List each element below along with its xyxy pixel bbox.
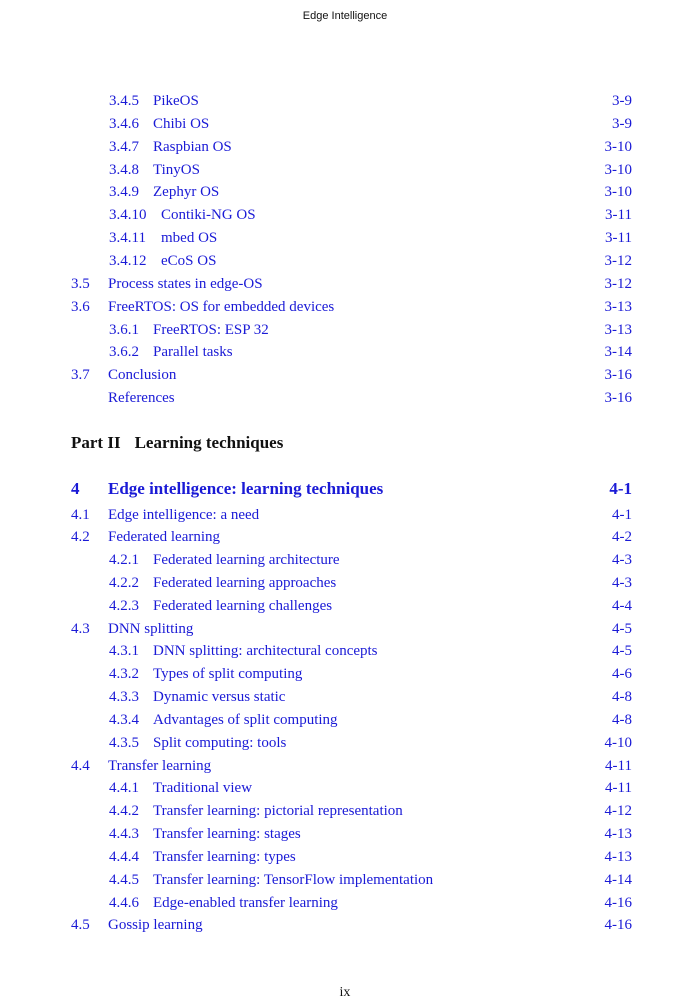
toc-line[interactable] [0, 251, 690, 271]
toc-title: Federated learning approaches [153, 575, 337, 591]
toc-title: Transfer learning [108, 758, 212, 774]
toc-title: DNN splitting: architectural concepts [153, 643, 378, 659]
chapter-heading[interactable] [0, 478, 690, 500]
toc-page: 4-5 [612, 643, 632, 659]
toc-line[interactable] [0, 527, 690, 547]
toc-line[interactable] [0, 641, 690, 661]
toc-number: 4.4.3 [109, 826, 139, 842]
toc-title: Edge intelligence: a need [108, 507, 260, 523]
toc-page: 4-3 [612, 575, 632, 591]
toc-number: 4.3.2 [109, 666, 139, 682]
toc-page: 4-11 [605, 780, 632, 796]
toc-number: 3.5 [71, 276, 90, 292]
toc-page: 3-16 [604, 390, 632, 406]
toc-title: Federated learning challenges [153, 598, 333, 614]
toc-number: 3.4.12 [109, 253, 147, 269]
toc-line[interactable] [0, 182, 690, 202]
toc-title: Edge-enabled transfer learning [153, 895, 338, 911]
toc-number: 4.3.1 [109, 643, 139, 659]
toc-line[interactable] [0, 870, 690, 890]
toc-page: 3-10 [604, 139, 632, 155]
part-label: Part II [71, 433, 121, 452]
toc-page: 4-8 [612, 712, 632, 728]
part-heading [71, 433, 283, 453]
toc-line[interactable] [0, 915, 690, 935]
toc-title: Zephyr OS [153, 184, 220, 200]
toc-title: Dynamic versus static [153, 689, 286, 705]
toc-number: 4.4 [71, 758, 90, 774]
toc-page: 4-16 [604, 917, 632, 933]
toc-page: 3-16 [604, 367, 632, 383]
toc-page: 4-13 [604, 849, 632, 865]
toc-title: TinyOS [153, 162, 200, 178]
toc-page: 4-6 [612, 666, 632, 682]
toc-page: 3-10 [604, 184, 632, 200]
toc-number: 4.3.3 [109, 689, 139, 705]
toc-title: Transfer learning: pictorial representation [153, 803, 403, 819]
toc-line[interactable] [0, 710, 690, 730]
toc-number: 4.3.5 [109, 735, 139, 751]
toc-number: 4.2 [71, 529, 90, 545]
toc-title: Chibi OS [153, 116, 210, 132]
toc-number: 4.3 [71, 621, 90, 637]
toc-title: Conclusion [108, 367, 177, 383]
toc-page: 4-12 [604, 803, 632, 819]
toc-page: 4-10 [604, 735, 632, 751]
page-number: ix [339, 985, 351, 1000]
toc-number: 3.7 [71, 367, 90, 383]
chapter-title: Edge intelligence: learning techniques [108, 479, 384, 498]
toc-title: Federated learning architecture [153, 552, 340, 568]
toc-number: 4.5 [71, 917, 90, 933]
toc-number: 4.3.4 [109, 712, 139, 728]
toc-title: References [108, 390, 175, 406]
toc-page: 4-14 [604, 872, 632, 888]
toc-line[interactable] [0, 619, 690, 639]
toc-title: eCoS OS [161, 253, 217, 269]
toc-line[interactable] [0, 778, 690, 798]
toc-title: Contiki-NG OS [161, 207, 256, 223]
toc-title: Raspbian OS [153, 139, 232, 155]
toc-title: Traditional view [153, 780, 253, 796]
toc-line[interactable] [0, 550, 690, 570]
toc-number: 4.4.1 [109, 780, 139, 796]
toc-line[interactable] [0, 160, 690, 180]
toc-title: Advantages of split computing [153, 712, 338, 728]
toc-title: Federated learning [108, 529, 221, 545]
toc-title: DNN splitting [108, 621, 194, 637]
toc-page: 3-11 [605, 207, 632, 223]
toc-number: 3.4.7 [109, 139, 139, 155]
toc-number: 4.4.5 [109, 872, 139, 888]
toc-line[interactable] [0, 733, 690, 753]
toc-page: 3-12 [604, 276, 632, 292]
toc-title: Gossip learning [108, 917, 203, 933]
toc-page: 4-8 [612, 689, 632, 705]
toc-line[interactable] [0, 801, 690, 821]
toc-page: 3-13 [604, 322, 632, 338]
toc-number: 4.2.1 [109, 552, 139, 568]
toc-page: 3-14 [604, 344, 632, 360]
toc-number: 3.4.5 [109, 93, 139, 109]
toc-page: 3-9 [612, 116, 632, 132]
toc-title: Transfer learning: TensorFlow implementation [153, 872, 434, 888]
toc-title: Transfer learning: types [153, 849, 296, 865]
toc-line[interactable] [0, 205, 690, 225]
toc-page: 4-16 [604, 895, 632, 911]
toc-line[interactable] [0, 893, 690, 913]
toc-page: 4-13 [604, 826, 632, 842]
toc-page: 4-5 [612, 621, 632, 637]
toc-title: mbed OS [161, 230, 218, 246]
toc-number: 3.6.1 [109, 322, 139, 338]
toc-page: 3-10 [604, 162, 632, 178]
toc-title: FreeRTOS: OS for embedded devices [108, 299, 335, 315]
toc-number: 3.4.6 [109, 116, 139, 132]
chapter-page: 4-1 [609, 479, 632, 498]
toc-title: Types of split computing [153, 666, 303, 682]
toc-number: 4.4.2 [109, 803, 139, 819]
toc-line[interactable] [0, 91, 690, 111]
toc-number: 4.4.6 [109, 895, 139, 911]
toc-number: 3.6.2 [109, 344, 139, 360]
toc-line[interactable] [0, 847, 690, 867]
toc-line[interactable] [0, 664, 690, 684]
toc-number: 3.4.8 [109, 162, 139, 178]
toc-line[interactable] [0, 274, 690, 294]
toc-title: Process states in edge-OS [108, 276, 263, 292]
toc-number: 3.4.9 [109, 184, 139, 200]
toc-line[interactable] [0, 137, 690, 157]
toc-page: 4-1 [612, 507, 632, 523]
toc-number: 4.2.2 [109, 575, 139, 591]
toc-number: 4.4.4 [109, 849, 139, 865]
toc-line[interactable] [0, 687, 690, 707]
toc-title: FreeRTOS: ESP 32 [153, 322, 269, 338]
toc-page: 4-2 [612, 529, 632, 545]
chapter-number: 4 [71, 479, 80, 498]
toc-line[interactable] [0, 573, 690, 593]
toc-title: PikeOS [153, 93, 199, 109]
toc-number: 3.4.10 [109, 207, 147, 223]
toc-title: Split computing: tools [153, 735, 287, 751]
toc-page: 3-13 [604, 299, 632, 315]
toc-page: 4-11 [605, 758, 632, 774]
toc-line[interactable] [0, 342, 690, 362]
toc-line[interactable] [0, 365, 690, 385]
toc-number: 4.1 [71, 507, 90, 523]
toc-number: 4.2.3 [109, 598, 139, 614]
toc-number: 3.4.11 [109, 230, 146, 246]
toc-title: Transfer learning: stages [153, 826, 301, 842]
part-title: Learning techniques [134, 433, 284, 452]
toc-line[interactable] [0, 596, 690, 616]
toc-page: 4-4 [612, 598, 632, 614]
toc-line[interactable] [0, 297, 690, 317]
toc-line[interactable] [0, 388, 690, 408]
toc-title: Parallel tasks [153, 344, 233, 360]
toc-line[interactable] [0, 505, 690, 525]
toc-line[interactable] [0, 228, 690, 248]
toc-line[interactable] [0, 756, 690, 776]
toc-page: 4-3 [612, 552, 632, 568]
toc-line[interactable] [0, 320, 690, 340]
toc-page: 3-9 [612, 93, 632, 109]
toc-page: 3-12 [604, 253, 632, 269]
toc-number: 3.6 [71, 299, 90, 315]
running-head: Edge Intelligence [302, 10, 388, 22]
toc-line[interactable] [0, 114, 690, 134]
toc-line[interactable] [0, 824, 690, 844]
toc-page: 3-11 [605, 230, 632, 246]
